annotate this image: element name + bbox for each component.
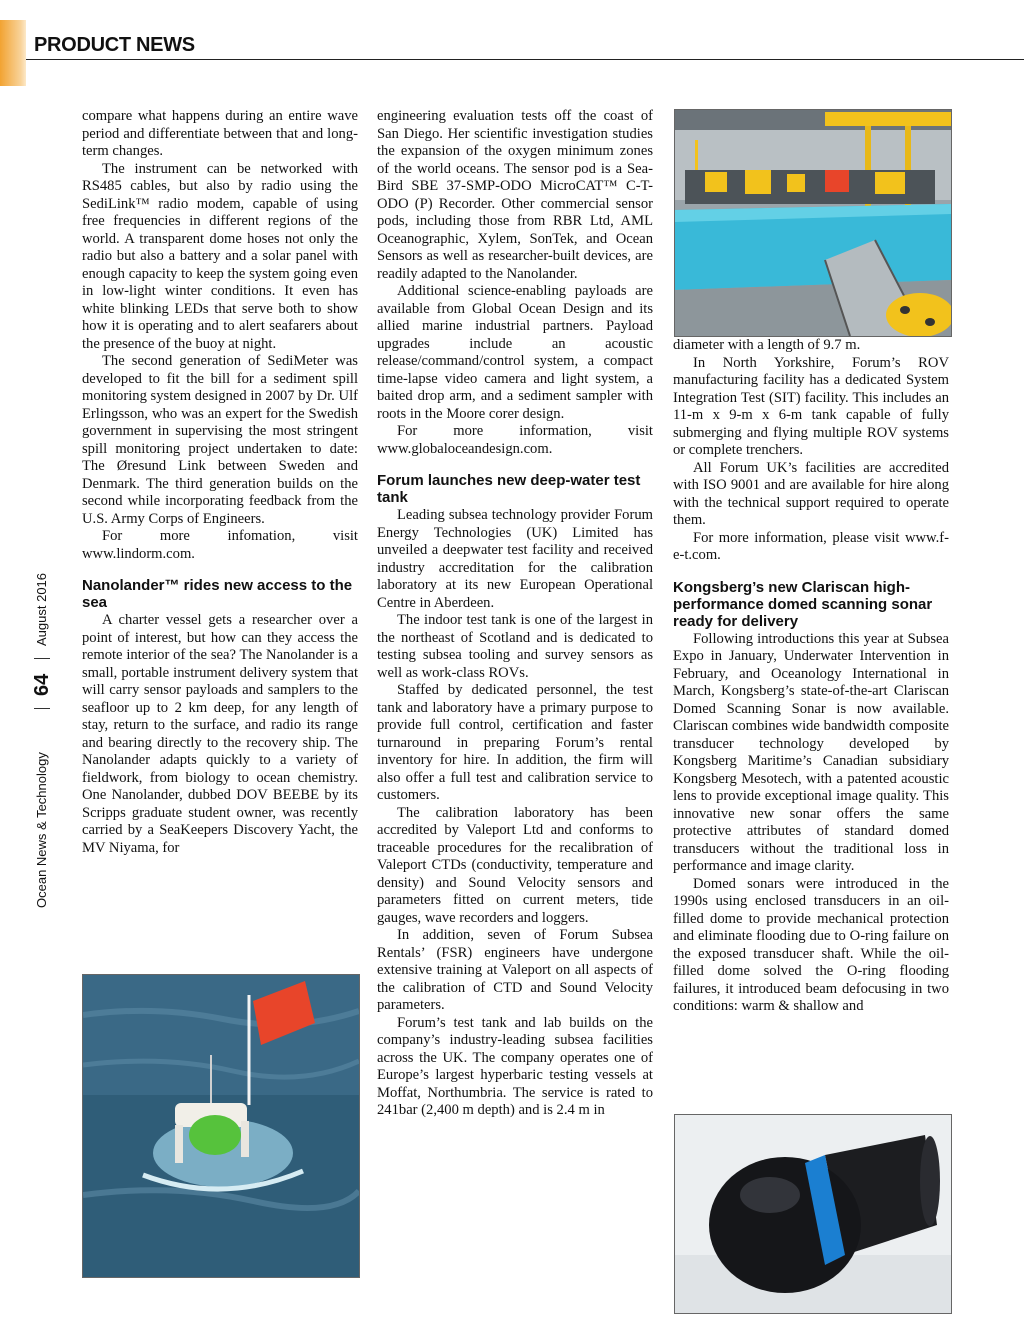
sidebar-divider <box>34 708 50 709</box>
test-tank-illustration <box>675 110 951 336</box>
paragraph: Following introductions this year at Subsea Expo in January, Underwater Intervention in February, and Oceanology International in March, Kongsberg’s state-of-the-art Clariscan Domed Scanning Sonar is now available. Clariscan combines wide bandwidth composite transducer technology developed by Kongsberg Maritime’s Canadian subsidiary Kongsberg Mesotech, with a patented acoustic lens to provide exceptional image quality. This innovative new sonar offers the same protective attributes of standard domed transducers without the traditional loss in performance and image clarity. <box>673 630 949 874</box>
publication-name: Ocean News & Technology <box>34 752 49 908</box>
article-heading-forum: Forum launches new deep-water test tank <box>377 472 641 506</box>
paragraph: The calibration laboratory has been accredited by Valeport Ltd and conforms to traceable procedures for the recalibration of Valeport CTDs (conductivity, temperature and density) and Sound Velocity sensors and parameters fitted on current meters, tide gauges, wave recorders and loggers. <box>377 804 653 926</box>
paragraph: In addition, seven of Forum Subsea Rentals’ (FSR) engineers have undergone extensive training at Valeport on all aspects of the calibration of CTD and Sound Velocity parameters. <box>377 927 653 1013</box>
paragraph: Domed sonars were introduced in the 1990s using enclosed transducers in an oil-filled dome to provide mechanical protection and eliminate flooding due to O-ring failure on the exposed transducer shaft. While the oil-filled dome solved the O-ring flooding failures, it introduced beam defocusing in two conditions: warm & shallow and <box>673 875 949 1014</box>
paragraph: The second generation of SediMeter was developed to fit the bill for a sediment spill monitoring system designed in 2007 by Dr. Ulf Erlingsson, who was an expert for the Swedish government in supervising the most stringent spill monitoring project undertaken to date: The Øresund Link between Sweden and Denmark. The third generation builds on the second while incorporating feedback from the U.S. Army Corps of Engineers. <box>82 353 358 527</box>
paragraph: diameter with a length of 9.7 m. <box>673 337 861 353</box>
article-column-2 <box>377 108 653 1120</box>
paragraph: Leading subsea technology provider Forum Energy Technologies (UK) Limited has unveiled a deepwater test facility and received industry accreditation for the calibration laboratory at its new European Operational Centre in Aberdeen. <box>377 507 653 611</box>
page-sidebar <box>31 548 53 918</box>
paragraph: Additional science-enabling payloads are available from Global Ocean Design and its allied marine industrial partners. Payload upgrades include an acoustic release/command/control system, a compact time-lapse video camera and light system, a baited drop arm, and a sediment sampler with roots in the Moore corer design. <box>377 283 653 422</box>
paragraph: The instrument can be networked with RS485 cables, but also by radio using the SediLink™ radio modem, capable of using free frequencies in different regions of the world. A transparent dome hoses not only the radio but also a battery and a solar panel with enough capacity to keep the system going even in low-light winter conditions. It even has white blinking LEDs that serve both to show how it is operating and to alert seafarers about the presence of the buoy at night. <box>82 160 358 352</box>
sonar-illustration <box>675 1115 951 1313</box>
paragraph: All Forum UK’s facilities are accredited with ISO 9001 and are available for hire along with the technical support required to operate them. <box>673 459 949 528</box>
header-rule <box>26 59 1024 60</box>
paragraph-link-info: For more infomation, visit www.lindorm.com. <box>82 528 358 562</box>
photo-nanolander <box>82 974 360 1278</box>
section-tab-accent <box>0 20 26 86</box>
paragraph: A charter vessel gets a researcher over a point of interest, but how can they access the remote interior of the sea? The Nanolander is a small, portable instrument delivery system that will carry sensor payloads and samplers to the seafloor up to 2 km deep, for any length of stay, return to the surface, and radio its range and bearing directly to the recovery ship. The Nanolander adapts quickly to a variety of fieldwork, from biology to ocean chemistry. One Nanolander, dubbed DOV BEEBE by its Scripps graduate student owner, was recently carried by a SeaKeepers Discovery Yacht, the MV Niyama, for <box>82 612 358 856</box>
photo-clariscan-sonar <box>674 1114 952 1314</box>
paragraph: engineering evaluation tests off the coast of San Diego. Her scientific investigation studies the expansion of the oxygen minimum zones of the world oceans. The sensor pod is a Sea-Bird SBE 37-SMP-ODO MicroCAT™ C-T-ODO (P) Recorder. Other commercial sensor pods, including those from RBR Ltd, AML Oceanographic, Xylem, SonTek, and Ocean Sensors as well as researcher-built devices, are readily adapted to the Nanolander. <box>377 108 653 282</box>
issue-date: August 2016 <box>34 572 49 646</box>
paragraph: Staffed by dedicated personnel, the test tank and laboratory have a primary purpose to provide full control, certification and faster turnaround in preparing Forum’s rental inventory for hire. In addition, the firm will also offer a full test and calibration service to customers. <box>377 682 653 803</box>
article-column-1 <box>82 108 358 857</box>
paragraph: The indoor test tank is one of the largest in the northeast of Scotland and is dedicated to testing subsea tooling and survey sensors as well as work-class ROVs. <box>377 612 653 681</box>
sidebar-divider <box>34 658 50 659</box>
paragraph-link-info: For more information, visit www.globaloceandesign.com. <box>377 423 653 457</box>
photo-test-tank <box>674 109 952 337</box>
paragraph-link-info: For more information, please visit www.f-e-t.com. <box>673 529 949 563</box>
paragraph: compare what happens during an entire wave period and differentiate between that and long-term changes. <box>82 108 358 159</box>
section-title: PRODUCT NEWS <box>34 34 195 56</box>
article-heading-kongsberg: Kongsberg’s new Clariscan high-performance domed scanning sonar ready for delivery <box>673 578 933 630</box>
nanolander-illustration <box>83 975 359 1277</box>
paragraph: In North Yorkshire, Forum’s ROV manufacturing facility has a dedicated System Integration Test (SIT) facility. This includes an 11-m x 9-m x 6-m tank capable of fully submerging and flying multiple ROV systems or complete trenchers. <box>673 354 949 458</box>
article-column-3 <box>673 337 949 1016</box>
paragraph: Forum’s test tank and lab builds on the company’s industry-leading subsea facilities across the UK. The company operates one of Europe’s largest hyperbaric testing vessels at Moffat, Northumbria. The service is rated to 241bar (2,400 m depth) and is 2.4 m in <box>377 1014 653 1118</box>
page-number: 64 <box>31 673 53 696</box>
article-heading-nanolander: Nanolander™ rides new access to the sea <box>82 577 353 611</box>
